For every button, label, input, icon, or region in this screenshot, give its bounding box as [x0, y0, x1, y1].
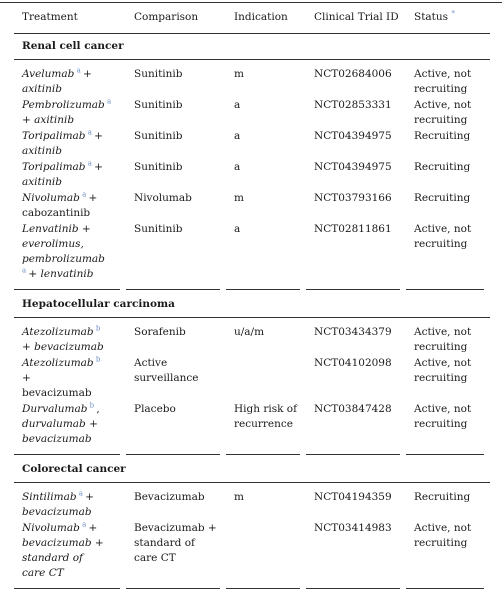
cell-trial-id: NCT02684006 — [314, 68, 392, 80]
treatment-text: axitinib — [34, 114, 75, 126]
header-trial-id: Clinical Trial ID — [314, 11, 399, 23]
rule-cell — [306, 282, 406, 292]
cell-treatment — [14, 318, 126, 356]
cell-indication: m — [234, 68, 244, 80]
rule-segment — [14, 289, 120, 290]
rule-cell — [226, 581, 306, 591]
table-body — [14, 34, 490, 592]
cell-status: Active, not recruiting — [414, 403, 472, 430]
cell-comparison: Sunitinib — [134, 99, 183, 111]
treatment-text: Toripalimab — [22, 130, 86, 142]
section-end-rule — [14, 447, 490, 457]
table-row — [14, 128, 490, 159]
cell-comparison: Sorafenib — [134, 326, 186, 338]
treatment-text: bevacizumab + — [22, 537, 104, 549]
treatment-text: axitinib — [22, 145, 62, 157]
header-status-mark: * — [451, 9, 455, 18]
footnote-mark: a — [85, 159, 95, 168]
treatment-text: Lenvatinib + — [22, 223, 91, 235]
cell-status: Recruiting — [414, 130, 471, 142]
cell-status: Active, not recruiting — [414, 223, 472, 250]
table-row — [14, 318, 490, 356]
treatment-text: + — [83, 68, 92, 80]
section-heading-row — [14, 34, 490, 60]
rule-segment — [406, 454, 484, 455]
cell-comparison: Placebo — [134, 403, 176, 415]
treatment-text: bevacizumab — [34, 341, 104, 353]
rule-segment — [126, 289, 220, 290]
cell-trial-id: NCT03434379 — [314, 326, 392, 338]
rule-segment — [406, 289, 484, 290]
cell-comparison: Sunitinib — [134, 161, 183, 173]
cell-trial-id: NCT04102098 — [314, 357, 392, 369]
footnote-mark: a — [79, 520, 89, 529]
treatment-text: Atezolizumab — [22, 326, 94, 338]
rule-cell — [14, 282, 126, 292]
cell-treatment — [14, 401, 126, 447]
cell-status: Recruiting — [414, 491, 471, 503]
treatment-text: Nivolumab — [22, 522, 80, 534]
treatment-text: Durvalumab — [22, 403, 88, 415]
cell-status: Active, not recruiting — [414, 326, 472, 353]
rule-segment — [126, 454, 220, 455]
rule-segment — [226, 289, 300, 290]
rule-cell — [126, 282, 226, 292]
treatment-text: Sintilimab — [22, 491, 77, 503]
section-end-rule — [14, 282, 490, 292]
cell-status: Active, not recruiting — [414, 522, 472, 549]
cell-indication: High risk of recurrence — [234, 403, 298, 430]
section-heading-row — [14, 457, 490, 483]
cell-treatment — [14, 355, 126, 401]
treatment-text: Toripalimab — [22, 161, 86, 173]
header-status — [406, 6, 490, 34]
treatment-text: Pembrolizumab — [22, 99, 105, 111]
rule-segment — [226, 454, 300, 455]
treatment-text: + — [88, 522, 98, 534]
cell-indication — [226, 520, 306, 581]
header-treatment: Treatment — [22, 11, 78, 23]
table-row — [14, 97, 490, 128]
treatment-text: Avelumab — [22, 68, 75, 80]
cell-indication: m — [234, 491, 244, 503]
cell-trial-id: NCT02811861 — [314, 223, 392, 235]
footnote-mark: a — [76, 489, 86, 498]
treatment-text: bevacizumab — [22, 387, 92, 399]
cell-status: Recruiting — [414, 192, 471, 204]
rule-segment — [306, 588, 400, 589]
treatment-text: axitinib — [22, 176, 62, 188]
treatment-text: cabozantinib — [22, 207, 91, 219]
table-row — [14, 401, 490, 447]
cell-indication — [226, 355, 306, 401]
table-row — [14, 520, 490, 581]
footnote-mark: a — [79, 190, 89, 199]
cell-comparison: Bevacizumab — [134, 491, 205, 503]
cell-trial-id: NCT03414983 — [314, 522, 392, 534]
header-status-label: Status — [414, 11, 449, 23]
footnote-mark: a — [104, 97, 112, 106]
rule-cell — [226, 447, 306, 457]
cell-treatment — [14, 159, 126, 190]
treatment-text: + — [22, 372, 31, 384]
rule-segment — [14, 588, 120, 589]
section-heading-row — [14, 292, 490, 318]
treatment-text: everolimus, — [22, 238, 84, 250]
cell-comparison: Sunitinib — [134, 68, 183, 80]
rule-cell — [406, 282, 490, 292]
cell-treatment — [14, 520, 126, 581]
header-indication: Indication — [234, 11, 288, 23]
table-row — [14, 355, 490, 401]
footnote-mark: b — [87, 401, 97, 410]
rule-cell — [126, 447, 226, 457]
cell-trial-id: NCT04394975 — [314, 161, 392, 173]
treatment-text: pembrolizumab — [22, 253, 105, 265]
treatment-text: + — [94, 130, 103, 142]
top-rule — [0, 2, 502, 3]
cell-indication: a — [234, 161, 241, 173]
treatment-text: standard of — [22, 552, 83, 564]
cell-comparison: Bevacizumab + standard of care CT — [134, 522, 217, 564]
treatment-text: + — [22, 114, 35, 126]
cell-treatment — [14, 128, 126, 159]
cell-indication: a — [234, 99, 241, 111]
rule-cell — [126, 581, 226, 591]
rule-cell — [306, 447, 406, 457]
treatment-text: care CT — [22, 567, 64, 579]
cell-status: Active, not recruiting — [414, 99, 472, 126]
rule-cell — [226, 282, 306, 292]
cell-treatment — [14, 221, 126, 282]
rule-segment — [406, 588, 484, 589]
footnote-mark: a — [74, 66, 83, 75]
cell-comparison: Sunitinib — [134, 130, 183, 142]
cell-indication: a — [234, 223, 241, 235]
cell-comparison: Nivolumab — [134, 192, 192, 204]
section-title: Colorectal cancer — [14, 457, 490, 483]
rule-segment — [306, 289, 400, 290]
cell-treatment — [14, 190, 126, 221]
cell-comparison: Sunitinib — [134, 223, 183, 235]
rule-segment — [14, 454, 120, 455]
cell-trial-id: NCT04394975 — [314, 130, 392, 142]
treatment-text: + — [85, 418, 98, 430]
treatment-text: bevacizumab — [22, 506, 92, 518]
footnote-mark: b — [93, 355, 101, 364]
treatment-text: , — [96, 403, 100, 415]
table-header — [14, 6, 490, 34]
cell-comparison: Active surveillance — [134, 357, 199, 384]
cell-indication: u/a/m — [234, 326, 265, 338]
rule-cell — [306, 581, 406, 591]
section-end-rule — [14, 581, 490, 591]
treatment-text: axitinib — [22, 83, 62, 95]
section-title: Renal cell cancer — [14, 34, 490, 60]
cell-trial-id: NCT04194359 — [314, 491, 392, 503]
table-row — [14, 221, 490, 282]
rule-segment — [306, 454, 400, 455]
rule-segment — [126, 588, 220, 589]
table-row — [14, 483, 490, 521]
treatment-text: + — [22, 341, 35, 353]
cell-trial-id: NCT03847428 — [314, 403, 392, 415]
cell-trial-id: NCT02853331 — [314, 99, 392, 111]
rule-cell — [406, 447, 490, 457]
cell-treatment — [14, 97, 126, 128]
header-comparison: Comparison — [134, 11, 199, 23]
footnote-mark: a — [22, 266, 29, 275]
cell-status: Active, not recruiting — [414, 68, 472, 95]
footnote-mark: b — [93, 324, 101, 333]
treatment-text: lenvatinib — [40, 268, 94, 280]
rule-cell — [14, 447, 126, 457]
cell-indication: m — [234, 192, 244, 204]
cell-status: Recruiting — [414, 161, 471, 173]
treatment-text: Atezolizumab — [22, 357, 94, 369]
treatment-text: durvalumab — [22, 418, 86, 430]
treatment-text: bevacizumab — [22, 433, 92, 445]
treatment-text: Nivolumab — [22, 192, 80, 204]
treatment-text: + — [28, 268, 41, 280]
treatment-text: + — [94, 161, 103, 173]
rule-cell — [406, 581, 490, 591]
table-row — [14, 159, 490, 190]
cell-treatment — [14, 60, 126, 98]
rule-segment — [226, 588, 300, 589]
cell-status: Active, not recruiting — [414, 357, 472, 384]
cell-treatment — [14, 483, 126, 521]
clinical-trials-table — [14, 6, 490, 591]
treatment-text: + — [85, 491, 94, 503]
treatment-text: + — [88, 192, 98, 204]
table-row — [14, 60, 490, 98]
table-row — [14, 190, 490, 221]
cell-indication: a — [234, 130, 241, 142]
cell-trial-id: NCT03793166 — [314, 192, 392, 204]
section-title: Hepatocellular carcinoma — [14, 292, 490, 318]
footnote-mark: a — [85, 128, 95, 137]
rule-cell — [14, 581, 126, 591]
